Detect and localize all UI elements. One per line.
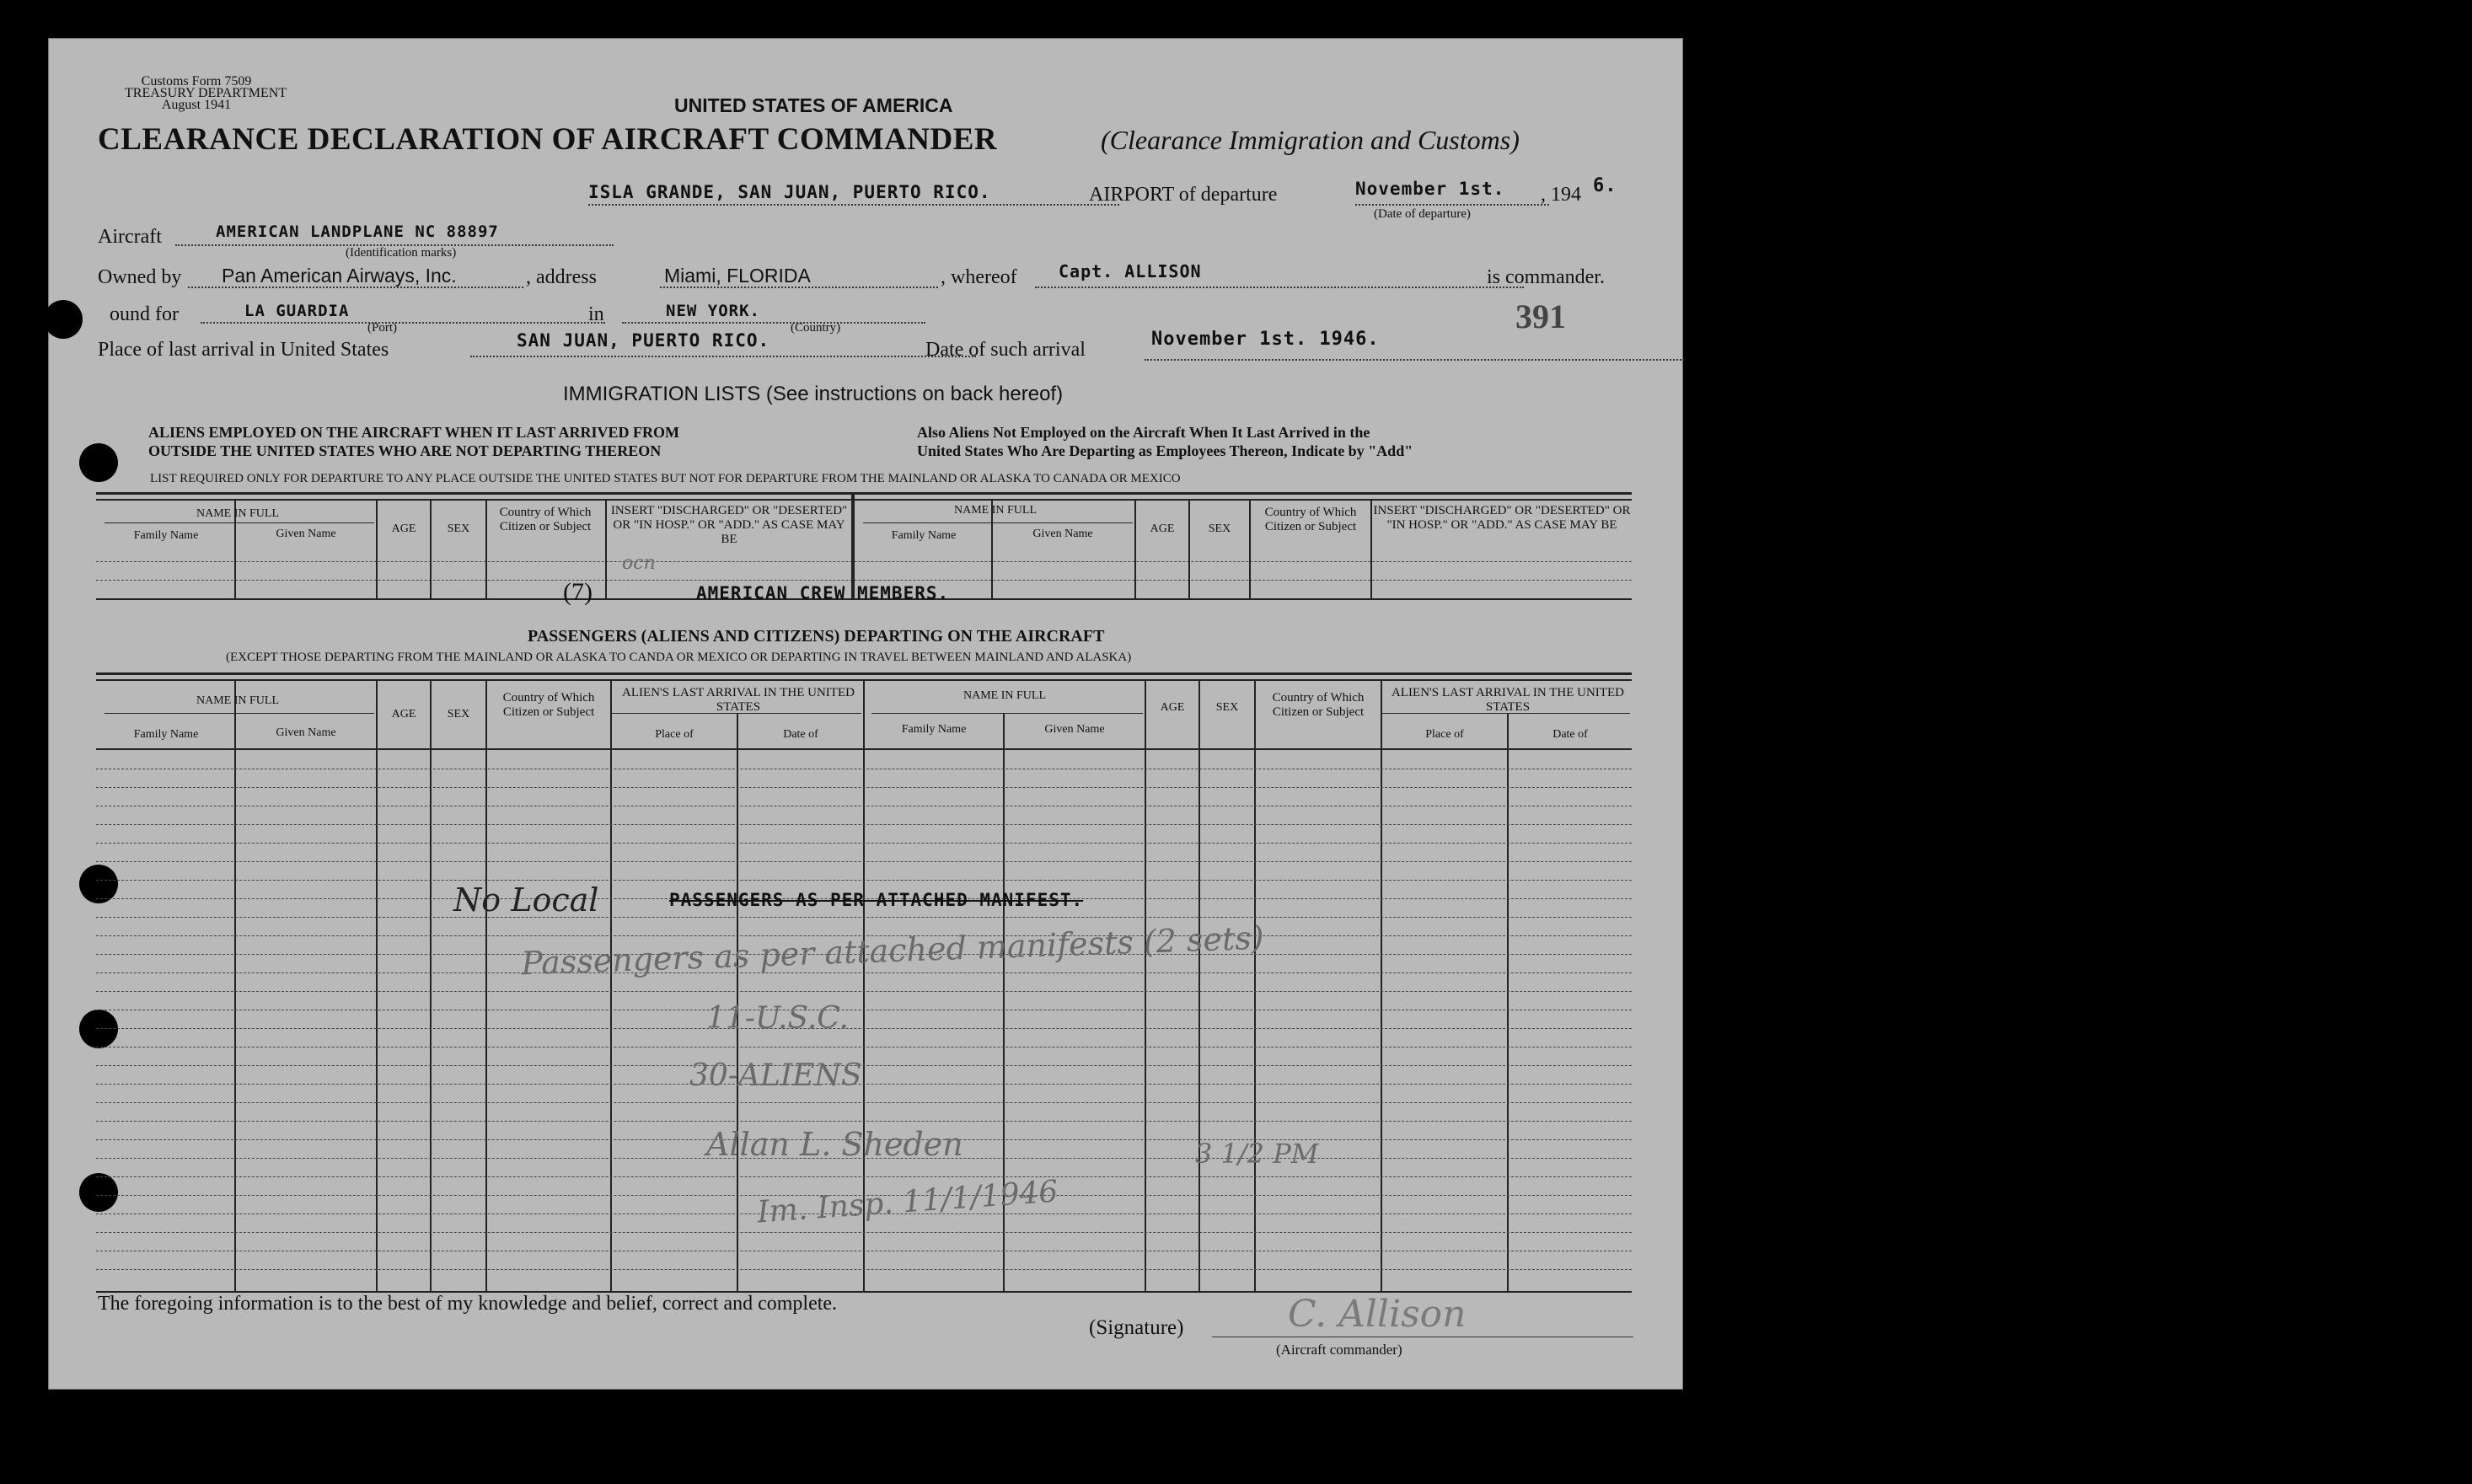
signature-label: (Signature) xyxy=(1089,1316,1184,1339)
crew-name-header-right: NAME IN FULL xyxy=(954,504,1037,517)
arrival-date-value: November 1st. 1946. xyxy=(1151,329,1380,350)
bound-port-caption: (Port) xyxy=(367,321,397,335)
crew-country-header: Country of Which Citizen or Subject xyxy=(499,506,592,533)
crew-members-text: AMERICAN CREW MEMBERS. xyxy=(696,583,950,603)
crew-given-header: Given Name xyxy=(276,528,336,540)
crew-count: (7) xyxy=(563,578,593,606)
pax-given-header-right: Given Name xyxy=(1044,723,1105,736)
form-department: TREASURY DEPARTMENT xyxy=(125,86,287,100)
bound-port-value: LA GUARDIA xyxy=(244,302,350,320)
crew-given-header-right: Given Name xyxy=(1032,528,1093,540)
commander-label: is commander. xyxy=(1487,266,1605,288)
aircraft-label: Aircraft xyxy=(98,226,162,248)
passengers-subheading: (EXCEPT THOSE DEPARTING FROM THE MAINLAND OR ALASKA TO CANDA OR MEXICO OR DEPARTING IN TRAVEL BETWEEN MAINLAND AND ALASKA) xyxy=(226,651,1132,664)
row-rule xyxy=(96,917,1632,918)
pax-place-header-right: Place of xyxy=(1425,728,1464,741)
departure-date-caption: (Date of departure) xyxy=(1374,207,1471,221)
pax-date-header-right: Date of xyxy=(1552,728,1588,741)
pax-given-header: Given Name xyxy=(276,726,336,739)
departure-airport-label: AIRPORT of departure xyxy=(1089,184,1278,206)
row-rule xyxy=(96,1232,1632,1233)
departure-airport-value: ISLA GRANDE, SAN JUAN, PUERTO RICO. xyxy=(588,182,991,202)
row-rule xyxy=(96,1065,1632,1066)
row-rule xyxy=(96,1028,1632,1029)
signature-value: C. Allison xyxy=(1288,1293,1467,1336)
pax-date-header: Date of xyxy=(783,728,818,741)
hand-no-local: No Local xyxy=(453,881,599,919)
arrival-date-label: Date of such arrival xyxy=(925,339,1086,361)
pax-family-header: Family Name xyxy=(133,728,199,741)
pax-sex-header: SEX xyxy=(447,708,470,721)
crew-sex-header-right: SEX xyxy=(1208,522,1231,535)
immigration-right-note: Also Aliens Not Employed on the Aircraft When It Last Arrived in the United States Who Are Departing as Employees Thereon, Indicate by "Add" xyxy=(917,424,1413,459)
document-number: 391 xyxy=(1515,297,1566,335)
aircraft-caption: (Identification marks) xyxy=(346,246,457,260)
punch-hole xyxy=(79,1173,118,1212)
pax-last-arrival-header: ALIEN'S LAST ARRIVAL IN THE UNITED STATES xyxy=(622,686,855,714)
bound-label: ound for xyxy=(110,303,179,325)
crew-age-header: AGE xyxy=(391,522,416,535)
form-id-block xyxy=(125,74,287,112)
pax-typed-text: PASSENGERS AS PER ATTACHED MANIFEST. xyxy=(669,890,1084,910)
row-rule xyxy=(96,861,1632,862)
bound-in-label: in xyxy=(588,303,604,325)
pax-age-header-right: AGE xyxy=(1160,701,1185,714)
pax-sex-header-right: SEX xyxy=(1215,701,1239,714)
pax-country-header: Country of Which Citizen or Subject xyxy=(502,691,595,719)
bound-country-value: NEW YORK. xyxy=(666,302,760,320)
crew-insert-header-right: INSERT "DISCHARGED" OR "DESERTED" OR "IN HOSP." OR "ADD." AS CASE MAY BE xyxy=(1373,504,1631,532)
row-rule xyxy=(96,787,1632,788)
list-required-note: LIST REQUIRED ONLY FOR DEPARTURE TO ANY PLACE OUTSIDE THE UNITED STATES BUT NOT FOR DEPARTURE FROM THE MAINLAND OR ALASKA TO CANADA OR MEXICO xyxy=(150,472,1181,485)
form-id: Customs Form 7509 xyxy=(141,74,252,88)
bound-country-caption: (Country) xyxy=(791,321,841,335)
departure-date-value: November 1st. xyxy=(1355,179,1505,199)
footer-statement: The foregoing information is to the best of my knowledge and belief, correct and complete. xyxy=(98,1293,838,1315)
owner-address-value: Miami, FLORIDA xyxy=(664,265,811,287)
punch-hole xyxy=(79,1010,118,1048)
row-rule xyxy=(96,843,1632,844)
pax-place-header: Place of xyxy=(655,728,694,741)
pax-country-header-right: Country of Which Citizen or Subject xyxy=(1272,691,1365,719)
form-title: CLEARANCE DECLARATION OF AIRCRAFT COMMANDER xyxy=(98,122,998,157)
crew-family-header-right: Family Name xyxy=(891,529,957,542)
row-rule xyxy=(96,1084,1632,1085)
crew-sex-header: SEX xyxy=(447,522,470,535)
departure-year-suffix: 6. xyxy=(1593,175,1617,196)
pax-name-header: NAME IN FULL xyxy=(196,694,279,707)
crew-family-header: Family Name xyxy=(133,529,199,542)
form-subtitle: (Clearance Immigration and Customs) xyxy=(1101,125,1520,155)
form-date: August 1941 xyxy=(161,98,232,112)
row-rule xyxy=(96,1102,1632,1103)
owner-address-label: , address xyxy=(526,266,597,288)
hand-time: 3 1/2 PM xyxy=(1195,1138,1319,1170)
pax-family-header-right: Family Name xyxy=(901,723,967,736)
owner-label: Owned by xyxy=(98,266,182,288)
pax-name-header-right: NAME IN FULL xyxy=(963,689,1046,702)
row-rule xyxy=(96,880,1632,881)
departure-year-prefix: , 194 xyxy=(1541,184,1581,206)
immigration-heading: IMMIGRATION LISTS (See instructions on back hereof) xyxy=(563,383,1064,405)
form-sheet xyxy=(49,39,1682,1389)
immigration-left-note: ALIENS EMPLOYED ON THE AIRCRAFT WHEN IT LAST ARRIVED FROM OUTSIDE THE UNITED STATES WHO ARE NOT DEPARTING THEREON xyxy=(148,424,679,459)
crew-insert-header: INSERT "DISCHARGED" OR "DESERTED" OR "IN HOSP." OR "ADD." AS CASE MAY BE xyxy=(610,504,848,546)
row-rule xyxy=(96,1176,1632,1177)
hand-passenger-note: Passengers as per attached manifests (2 sets) xyxy=(520,919,1265,983)
row-rule xyxy=(96,1269,1632,1270)
crew-hand-note: ocn xyxy=(622,553,656,574)
passengers-heading: PASSENGERS (ALIENS AND CITIZENS) DEPARTING ON THE AIRCRAFT xyxy=(528,627,1105,646)
signature-caption: (Aircraft commander) xyxy=(1276,1342,1402,1358)
crew-country-header-right: Country of Which Citizen or Subject xyxy=(1264,506,1357,533)
row-rule xyxy=(96,991,1632,992)
country-heading: UNITED STATES OF AMERICA xyxy=(674,94,953,116)
row-rule xyxy=(96,972,1632,973)
owner-whereof-label: , whereof xyxy=(941,266,1017,288)
hand-us-citizens: 11-U.S.C. xyxy=(706,1001,849,1036)
last-arrival-value: SAN JUAN, PUERTO RICO. xyxy=(517,330,770,351)
punch-hole xyxy=(79,443,118,482)
crew-age-header-right: AGE xyxy=(1150,522,1175,535)
pax-last-arrival-header-right: ALIEN'S LAST ARRIVAL IN THE UNITED STATES xyxy=(1392,686,1624,714)
aircraft-value: AMERICAN LANDPLANE NC 88897 xyxy=(216,222,499,241)
hand-inspector-date: Im. Insp. 11/1/1946 xyxy=(756,1174,1059,1230)
pax-age-header: AGE xyxy=(391,708,416,721)
owner-value: Pan American Airways, Inc. xyxy=(222,265,457,287)
row-rule xyxy=(96,1121,1632,1122)
last-arrival-label: Place of last arrival in United States xyxy=(98,339,389,361)
row-rule xyxy=(96,824,1632,825)
commander-value: Capt. ALLISON xyxy=(1059,261,1202,281)
punch-hole xyxy=(44,300,83,339)
hand-aliens: 30-ALIENS xyxy=(689,1058,862,1093)
hand-inspector-name: Allan L. Sheden xyxy=(706,1126,963,1163)
crew-name-header: NAME IN FULL xyxy=(196,507,279,520)
